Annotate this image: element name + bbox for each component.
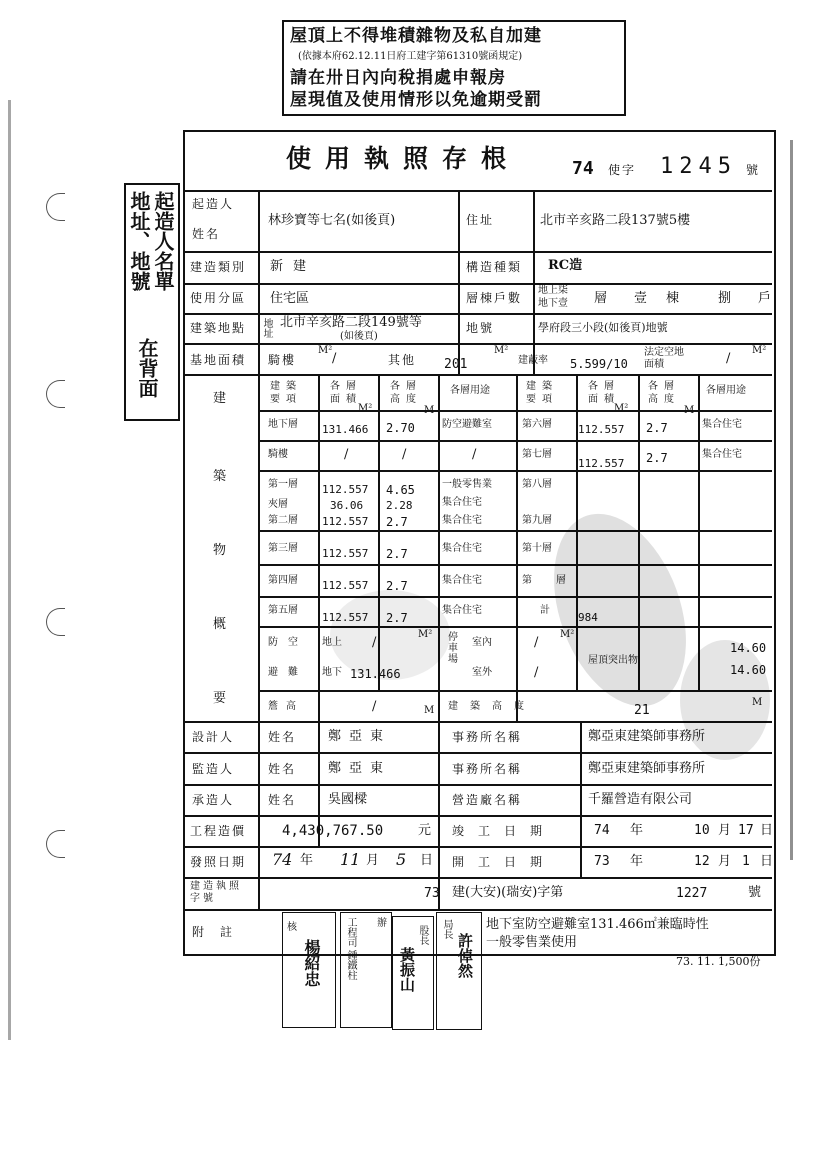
stamp-check (282, 912, 336, 1028)
row-item: 第二層 (268, 515, 298, 526)
open-unit: M² (752, 345, 767, 356)
permit-no: 1227 (676, 886, 708, 901)
scan-edge-left (8, 100, 11, 1040)
struct-value: RC造 (548, 258, 583, 273)
other-value: 201 (444, 357, 468, 372)
owner-label-2: 姓名 (192, 227, 221, 241)
form-title: 使用執照存根 (286, 144, 521, 173)
parking-in-val: / (534, 635, 539, 650)
row-item: 地下層 (268, 419, 298, 430)
lot-value: 學府段三小段(如後頁)地號 (538, 321, 668, 334)
row-use: 集合住宅 (702, 419, 742, 430)
gallery-label: 騎樓 (268, 353, 297, 367)
license-hao: 號 (746, 163, 761, 177)
row-item: 計 (540, 605, 550, 616)
section-char: 建 (213, 391, 229, 406)
punch-hole (46, 193, 65, 221)
designer-office: 鄭亞東建築師事務所 (588, 729, 706, 744)
owner-label-1: 起造人 (192, 197, 235, 211)
row-use: 集合住宅 (442, 605, 482, 616)
bheight-unit: M (752, 697, 763, 708)
owner-value: 林珍寶等七名(如後頁) (268, 213, 396, 228)
parking-out-val: / (534, 665, 539, 680)
issue-day: 5 (396, 850, 407, 869)
th-use: 各層用途 (450, 385, 490, 396)
row-item: 第六層 (522, 419, 552, 430)
section-char: 物 (213, 543, 229, 558)
scan-edge-right (790, 140, 823, 860)
license-number: 1245 (660, 154, 737, 179)
th-item-r: 建築要項 (526, 381, 558, 405)
row-area: 36.06 (330, 499, 364, 512)
permit-label: 建造執照字號 (190, 881, 242, 904)
eave-val: / (372, 699, 377, 714)
done-label: 竣工日期 (452, 824, 557, 838)
issue-day-unit: 日 (420, 853, 434, 868)
row-use: 集合住宅 (442, 575, 482, 586)
notice-line-4: 屋現值及使用情形以免逾期受罰 (290, 90, 542, 110)
floors-label: 層棟戶數 (466, 291, 523, 305)
zone-value: 住宅區 (270, 291, 310, 306)
type-label: 建造類別 (190, 260, 247, 274)
supervisor-name: 鄭亞東 (328, 761, 392, 776)
roof-val-1: 14.60 (730, 641, 767, 655)
other-label: 其他 (388, 353, 417, 367)
start-day-unit: 日 (760, 854, 774, 869)
supervisor-office: 鄭亞東建築師事務所 (588, 761, 706, 776)
notice-line-2: (依據本府62.12.11日府工建字第61310號函規定) (298, 51, 523, 62)
license-zi: 使字 (608, 163, 637, 177)
stamp-section-chief (392, 916, 434, 1030)
row-area: / (344, 447, 349, 462)
floors-hu: 戶 (758, 291, 772, 306)
row-area: 112.557 (578, 457, 625, 470)
shelter-above: 地上 (322, 637, 342, 648)
permit-text: 建(大安)(瑞安)字第 (452, 885, 564, 900)
cost-unit: 元 (418, 823, 432, 838)
section-char: 要 (213, 691, 229, 706)
row-use: 防空避難室 (442, 419, 492, 430)
unit-m2: M² (358, 403, 373, 414)
row-height: 2.7 (646, 451, 668, 465)
stamp-director (436, 912, 482, 1030)
row-area: 112.557 (322, 483, 369, 496)
coverage-label: 建蔽率 (518, 355, 548, 366)
row-item: 夾層 (268, 499, 288, 510)
scan-smudge (330, 590, 450, 680)
row-height: 2.7 (386, 611, 408, 625)
floors-fl: 層 (594, 291, 608, 306)
remarks-label: 附註 (192, 925, 249, 939)
unit-m2: M² (614, 403, 629, 414)
parking-unit: M² (560, 629, 575, 640)
floors-below: 地下壹 (538, 298, 568, 309)
roof-label: 屋頂突出物 (588, 655, 638, 666)
row-area: 112.557 (322, 611, 369, 624)
other-unit: M² (494, 345, 509, 356)
stamp-name: 許倬然 (456, 933, 474, 978)
start-year: 73 (594, 854, 610, 869)
start-year-unit: 年 (630, 854, 644, 869)
stamp-name: 黃振山 (398, 947, 416, 992)
th-area: 各層面積 (330, 381, 362, 405)
supervisor-office-label: 事務所名稱 (452, 762, 523, 776)
permit-year: 73 (424, 886, 440, 901)
row-use: 集合住宅 (442, 497, 482, 508)
row-item: 第九層 (522, 515, 552, 526)
issue-year: 74 (272, 850, 293, 869)
done-month: 10 (694, 823, 710, 838)
th-height: 各層高度 (390, 381, 422, 405)
start-label: 開工日期 (452, 855, 557, 869)
site-value-2: (如後頁) (340, 331, 378, 342)
row-item: 第七層 (522, 449, 552, 460)
owner-addr-label: 住址 (466, 213, 495, 227)
row-area: 112.557 (322, 579, 369, 592)
roof-val-2: 14.60 (730, 663, 767, 677)
cost-value: 4,430,767.50 (282, 823, 384, 839)
stamp-name: 工程司 鍾鐵柱 (345, 917, 356, 981)
designer-name-label: 姓名 (268, 730, 297, 744)
start-month-unit: 月 (718, 854, 732, 869)
parking-in: 室內 (472, 637, 492, 648)
permit-hao: 號 (748, 885, 762, 900)
row-area: 984 (578, 611, 598, 624)
row-use: 集合住宅 (442, 515, 482, 526)
row-item: 騎樓 (268, 449, 288, 460)
side-note-col-1: 起造人名單 (151, 191, 175, 291)
supervisor-name-label: 姓名 (268, 762, 297, 776)
notice-line-1: 屋頂上不得堆積雜物及私自加建 (290, 26, 542, 46)
floors-units: 捌 (718, 291, 732, 306)
side-note-col-2: 地址、地號 (127, 191, 151, 291)
print-info: 73. 11. 1,500份 (676, 955, 761, 968)
license-year: 74 (572, 158, 594, 179)
row-area: 112.557 (322, 515, 369, 528)
row-use: 一般零售業 (442, 479, 492, 490)
zone-label: 使用分區 (190, 291, 247, 305)
row-item: 第八層 (522, 479, 552, 490)
done-year: 74 (594, 823, 610, 838)
row-item: 第五層 (268, 605, 298, 616)
struct-label: 構造種類 (466, 260, 523, 274)
issue-month-unit: 月 (366, 853, 380, 868)
stamp-label: 核 (287, 922, 297, 933)
row-item: 第層 (522, 575, 590, 586)
notice-line-3: 請在卅日內向稅捐處申報房 (290, 68, 506, 88)
done-month-unit: 月 (718, 823, 732, 838)
issue-year-unit: 年 (300, 853, 314, 868)
contractor-firm: 千羅營造有限公司 (588, 792, 693, 807)
th-item: 建築要項 (270, 381, 302, 405)
row-use: / (472, 447, 477, 462)
row-use: 集合住宅 (702, 449, 742, 460)
row-area: 112.557 (322, 547, 369, 560)
open-value: / (726, 351, 731, 366)
type-value: 新建 (270, 259, 317, 274)
row-height: 2.7 (646, 421, 668, 435)
row-use: 集合住宅 (442, 543, 482, 554)
stamp-name: 楊紹忠 (302, 939, 321, 987)
lot-label: 地號 (466, 321, 495, 335)
cost-label: 工程造價 (190, 824, 247, 838)
gallery-unit: M² (318, 345, 333, 356)
designer-name: 鄭亞東 (328, 729, 392, 744)
floors-above: 地上柒 (538, 285, 568, 296)
section-char: 概 (213, 617, 229, 632)
supervisor-label: 監造人 (192, 762, 235, 776)
shelter-unit: M² (418, 629, 433, 640)
contractor-name-label: 姓名 (268, 793, 297, 807)
notice-box (282, 20, 626, 116)
punch-hole (46, 608, 65, 636)
row-item: 第三層 (268, 543, 298, 554)
row-height: 2.7 (386, 579, 408, 593)
done-day-unit: 日 (760, 823, 774, 838)
row-area: 112.557 (578, 423, 625, 436)
th-height-r: 各層高度 (648, 381, 680, 405)
designer-label: 設計人 (192, 730, 235, 744)
site-side: 地址 (261, 318, 272, 338)
open-label: 法定空地面積 (644, 347, 684, 370)
scan-smudge (680, 640, 770, 760)
unit-m: M (684, 405, 695, 416)
remarks-line-1: 地下室防空避難室131.466㎡兼臨時性 (486, 917, 709, 932)
site-value: 北市辛亥路二段149號等 (280, 315, 422, 330)
row-height: 4.65 (386, 483, 415, 497)
area-label: 基地面積 (190, 353, 247, 367)
start-day: 1 (742, 854, 750, 869)
coverage-value: 5.599/10 (570, 357, 628, 371)
shelter-label-2: 避難 (268, 667, 308, 678)
punch-hole (46, 830, 65, 858)
row-item: 第四層 (268, 575, 298, 586)
row-item: 第一層 (268, 479, 298, 490)
done-year-unit: 年 (630, 823, 644, 838)
eave-unit: M (424, 705, 435, 716)
contractor-name: 吳國樑 (328, 792, 368, 807)
th-area-r: 各層面積 (588, 381, 620, 405)
section-char: 築 (213, 469, 229, 484)
shelter-below-val: 131.466 (350, 667, 401, 681)
eave-label: 簷高 (268, 701, 304, 712)
row-height: 2.7 (386, 547, 408, 561)
stamp-handler (340, 912, 392, 1028)
row-area: 131.466 (322, 423, 369, 436)
parking-label: 停車場 (448, 632, 458, 665)
stamp-label: 股長 (417, 925, 428, 945)
row-height: 2.28 (386, 499, 413, 512)
floors-bldg-text: 棟 (666, 291, 680, 306)
done-day: 17 (738, 823, 754, 838)
gallery-value: / (332, 351, 337, 366)
issue-month: 11 (340, 850, 361, 869)
side-note-col-3: 在背面 (135, 338, 159, 398)
punch-hole (46, 380, 65, 408)
contractor-firm-label: 營造廠名稱 (452, 793, 523, 807)
contractor-label: 承造人 (192, 793, 235, 807)
issue-label: 發照日期 (190, 855, 247, 869)
shelter-above-val: / (372, 635, 377, 650)
row-height: 2.7 (386, 515, 408, 529)
remarks-line-2: 一般零售業使用 (486, 935, 578, 950)
start-month: 12 (694, 854, 710, 869)
stamp-label: 辦 (377, 918, 387, 929)
parking-out: 室外 (472, 667, 492, 678)
row-height: 2.70 (386, 421, 415, 435)
designer-office-label: 事務所名稱 (452, 730, 523, 744)
stamp-label: 局長 (441, 919, 452, 939)
row-item: 第十層 (522, 543, 552, 554)
site-label: 建築地點 (190, 321, 247, 335)
bheight-label: 建築高度 (448, 701, 536, 712)
shelter-label: 防空 (268, 637, 308, 648)
bheight-val: 21 (634, 703, 650, 718)
th-use-r: 各層用途 (706, 385, 746, 396)
shelter-below: 地下 (322, 667, 342, 678)
unit-m: M (424, 405, 435, 416)
floors-bldg: 壹 (634, 291, 648, 306)
owner-addr: 北市辛亥路二段137號5樓 (540, 213, 691, 228)
row-height: / (402, 447, 407, 462)
